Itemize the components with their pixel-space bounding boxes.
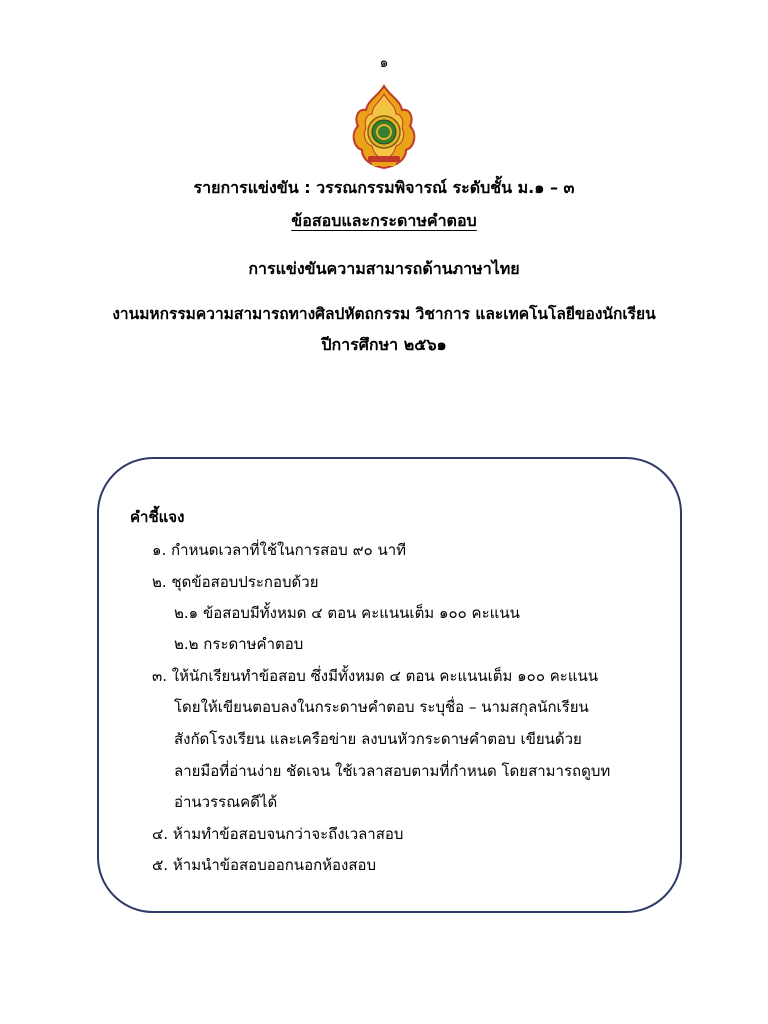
academic-year: ปีการศึกษา ๒๕๖๑: [321, 335, 447, 354]
event-name: งานมหกรรมความสามารถทางศิลปหัตถกรรม วิชาการ และเทคโนโลยีของนักเรียน: [112, 305, 656, 323]
competition-category: การแข่งขันความสามารถด้านภาษาไทย: [248, 259, 520, 278]
instruction-line: ลายมือที่อ่านง่าย ชัดเจน ใช้เวลาสอบตามที่กำหนด โดยสามารถดูบท: [174, 762, 611, 780]
instruction-line: ๒.๑ ข้อสอบมีทั้งหมด ๔ ตอน คะแนนเต็ม ๑๐๐ คะแนน: [174, 604, 520, 622]
instruction-line: อ่านวรรณคดีได้: [174, 793, 278, 811]
instruction-line: สังกัดโรงเรียน และเครือข่าย ลงบนหัวกระดาษคำตอบ เขียนด้วย: [174, 730, 582, 748]
instruction-line: ๑. กำหนดเวลาที่ใช้ในการสอบ ๙๐ นาที: [152, 541, 407, 559]
instruction-line: ๒.๒ กระดาษคำตอบ: [174, 635, 304, 653]
obec-emblem-icon: [350, 84, 418, 170]
instruction-line: ๔. ห้ามทำข้อสอบจนกว่าจะถึงเวลาสอบ: [152, 825, 404, 843]
instruction-line: ๒. ชุดข้อสอบประกอบด้วย: [152, 573, 319, 591]
instruction-line: ๕. ห้ามนำข้อสอบออกนอกห้องสอบ: [152, 856, 377, 874]
instructions-heading: คำชี้แจง: [130, 508, 185, 526]
competition-title: รายการแข่งขัน : วรรณกรรมพิจารณ์ ระดับชั้น ม.๑ – ๓: [193, 178, 575, 197]
instruction-line: ๓. ให้นักเรียนทำข้อสอบ ซึ่งมีทั้งหมด ๔ ตอน คะแนนเต็ม ๑๐๐ คะแนน: [152, 667, 599, 685]
instruction-line: โดยให้เขียนตอบลงในกระดาษคำตอบ ระบุชื่อ – นามสกุลนักเรียน: [174, 698, 589, 716]
page-number: ๑: [379, 55, 389, 71]
document-subtitle: ข้อสอบและกระดาษคำตอบ: [291, 211, 477, 230]
